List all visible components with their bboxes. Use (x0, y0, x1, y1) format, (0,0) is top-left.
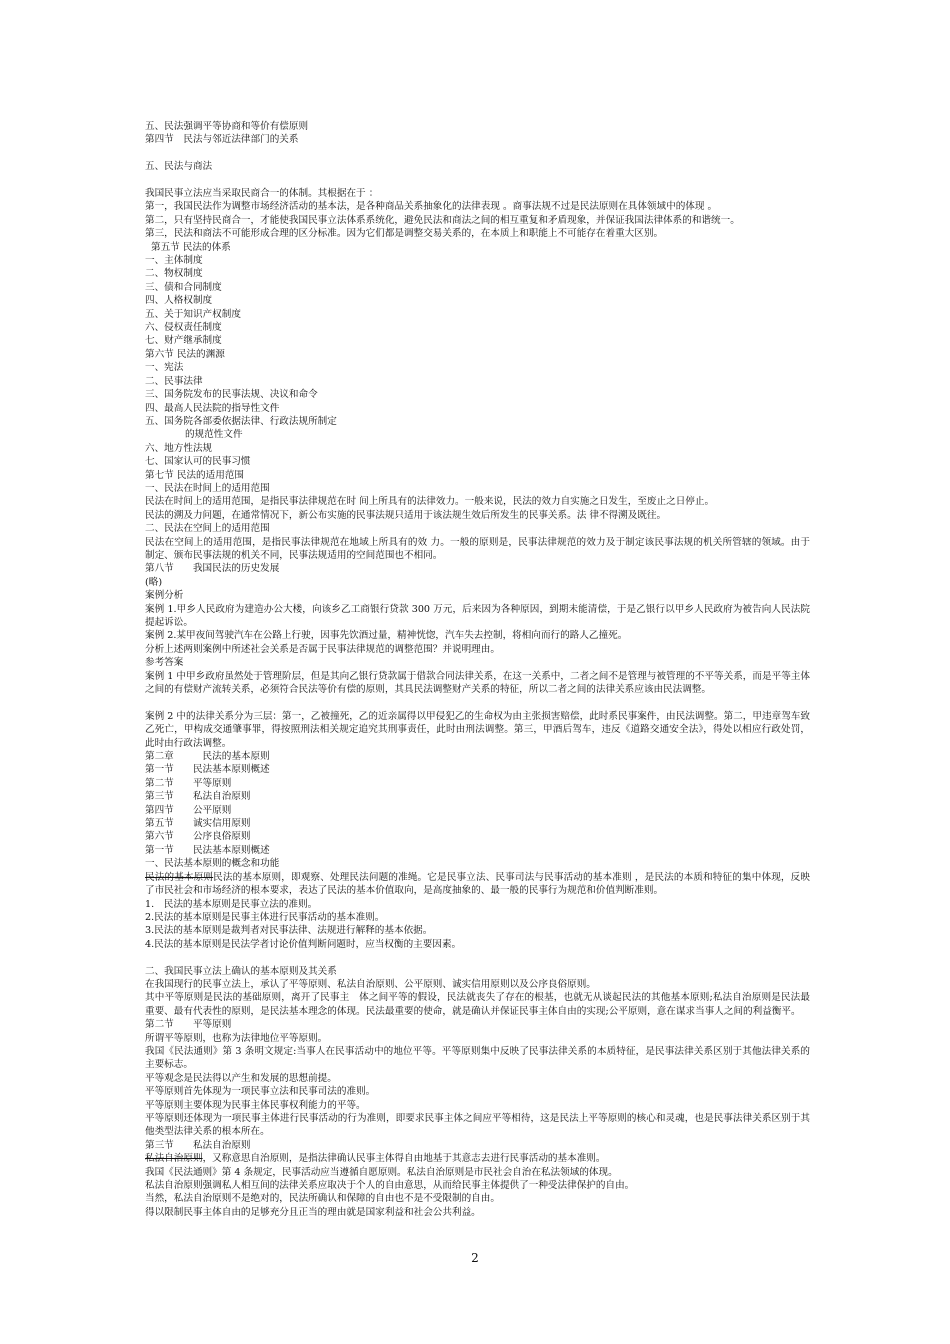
section-heading: 第三节 私法自治原则 (145, 1139, 251, 1151)
heading-line: 五、民法与商法 (145, 161, 213, 173)
list-item: 一、宪法 (145, 362, 184, 374)
list-item: 四、人格权制度 (145, 295, 213, 307)
section-heading: 第四节 民法与邻近法律部门的关系 (145, 134, 299, 146)
toc-item: 第四节 公平原则 (145, 804, 232, 816)
subheading: 一、民法在时间上的适用范围 (145, 482, 270, 494)
list-item: 五、关于知识产权制度 (145, 308, 241, 320)
toc-item: 第六节 公序良俗原则 (145, 831, 251, 843)
paragraph: 案例 1 中甲乡政府虽然处于管理阶层，但是其向乙银行贷款属于借款合同法律关系，在这一关系中，二者之间不是管理与被管理的不平等关系，而是平等主体之间的有偿财产流转关系，必须符合民法等价有偿的原则，其具民法调整财产关系的特征，所以二者之间的法律关系应该由民法调整。 (145, 670, 810, 696)
list-item: 七、财产继承制度 (145, 335, 222, 347)
section-heading: 第五节 民法的体系 (151, 241, 231, 253)
paragraph (145, 871, 810, 898)
list-item-continuation: 的规范性文件 (185, 429, 243, 441)
document-page (145, 120, 810, 1219)
list-item: 一、主体制度 (145, 255, 203, 267)
paragraph: 平等原则还体现为一项民事主体进行民事活动的行为准则，即要求民事主体之间应平等相待，这是民法上平等原则的核心和灵魂，也是民事法律关系区别于其他类型法律关系的根本所在。 (145, 1113, 810, 1138)
struck-text: 私法自治原则 (145, 1153, 203, 1165)
text-line (145, 1152, 810, 1165)
subheading: 参考答案 (145, 657, 184, 669)
blank-line (145, 696, 810, 709)
list-item: 五、国务院各部委依据法律、行政法规所制定 (145, 415, 337, 427)
list-item: 3.民法的基本原则是裁判者对民事法律、法规进行解释的基本依据。 (145, 925, 433, 937)
text-line: (略) (145, 576, 163, 588)
list-item: 2.民法的基本原则是民事主体进行民事活动的基本准则。 (145, 911, 385, 923)
text-line: 所谓平等原则，也称为法律地位平等原则。 (145, 1032, 328, 1044)
blank-line (145, 174, 810, 187)
subheading: 一、民法基本原则的概念和功能 (145, 858, 280, 870)
text-line: 私法自治原则强调私人相互间的法律关系应取决于个人的自由意思，从而给民事主体提供了一种受法律保护的自由。 (145, 1180, 635, 1192)
list-item: 三、国务院发布的民事法规、决议和命令 (145, 389, 318, 401)
chapter-heading: 第二章 民法的基本原则 (145, 751, 270, 763)
toc-item: 第五节 诚实信用原则 (145, 818, 251, 830)
list-item: 六、侵权责任制度 (145, 322, 222, 334)
paragraph-text: 民法的基本原则，即观察、处理民法问题的准绳。它是民事立法、民事司法与民事活动的基本准则 ，是民法的本质和特征的集中体现，反映了市民社会和市场经济的根本要求，表达了民法的基本价值取向，是高度抽象的、最一般的民事行为规范和价值判断准则。 (145, 871, 810, 897)
blank-line (145, 951, 810, 964)
section-heading: 第七节 民法的适用范围 (145, 469, 244, 481)
list-item: 1. 民法的基本原则是民事立法的准则。 (145, 898, 318, 910)
text-line: 第三，民法和商法不可能形成合理的区分标准。因为它们都是调整交易关系的，在本质上和职能上不可能存在着重大区别。 (145, 228, 664, 240)
subheading: 二、民法在空间上的适用范围 (145, 523, 270, 535)
struck-text: 民法的基本原则 (145, 871, 214, 883)
paragraph: 其中平等原则是民法的基础原则，离开了民事主 体之间平等的假设，民法就丧失了存在的根基，也就无从谈起民法的其他基本原则;私法自治原则是民法最重要、最有代表性的原则，是民法基本理念的体现。民法最重要的使命，就是确认并保证民事主体自由的实现;公平原则，意在谋求当事人之间的利益衡平。 (145, 992, 810, 1017)
section-heading: 第六节 民法的渊源 (145, 348, 225, 360)
subheading: 案例分析 (145, 590, 184, 602)
text-line: 分析上述两则案例中所述社会关系是否属于民事法律规范的调整范围？并说明理由。 (145, 643, 500, 655)
toc-item: 第三节 私法自治原则 (145, 791, 251, 803)
list-item: 二、物权制度 (145, 268, 203, 280)
paragraph: 案例 2 中的法律关系分为三层：第一，乙被撞死，乙的近亲属得以甲侵犯乙的生命权为由主张损害赔偿，此时系民事案件，由民法调整。第二，甲违章驾车致乙死亡，甲构成交通肇事罪，得按照刑法相关规定追究其刑事责任，此时由刑法调整。第三，甲酒后驾车，违反《道路交通安全法》，得处以相应行政处罚，此时由行政法调整。 (145, 710, 810, 749)
section-heading: 第一节 民法基本原则概述 (145, 844, 270, 856)
toc-item: 第二节 平等原则 (145, 777, 232, 789)
heading-line: 五、民法强调平等协商和等价有偿原则 (145, 121, 309, 132)
subheading: 二、我国民事立法上确认的基本原则及其关系 (145, 965, 337, 977)
toc-item: 第一节 民法基本原则概述 (145, 764, 270, 776)
list-item: 4.民法的基本原则是民法学者讨论价值判断问题时，应当权衡的主要因素。 (145, 938, 462, 950)
text-line: 平等原则首先体现为一项民事立法和民事司法的准则。 (145, 1086, 376, 1098)
text-line: 在我国现行的民事立法上，承认了平等原则、私法自治原则、公平原则、诚实信用原则以及公序良俗原则。 (145, 978, 596, 990)
text-line: 当然，私法自治原则不是绝对的，民法所确认和保障的自由也不是不受限制的自由。 (145, 1193, 500, 1205)
text-line: 得以限制民事主体自由的足够充分且正当的理由就是国家利益和社会公共利益。 (145, 1206, 481, 1218)
text-line: 我国民事立法应当采取民商合一的体制。其根据在于 ： (145, 188, 379, 199)
line-text: ，又称意思自治原则，是指法律确认民事主体得自由地基于其意志去进行民事活动的基本准则。 (202, 1153, 606, 1165)
paragraph: 我国《民法通则》第 3 条明文规定:当事人在民事活动中的地位平等。平等原则集中反映了民事法律关系的本质特征，是民事法律关系区别于其他法律关系的主要标志。 (145, 1045, 810, 1071)
paragraph: 案例 1.甲乡人民政府为建造办公大楼，向该乡乙工商银行贷款 300 万元，后来因为各种原因，到期未能清偿，于是乙银行以甲乡人民政府为被告向人民法院提起诉讼。 (145, 603, 810, 628)
text-line: 平等原则主要体现为民事主体民事权利能力的平等。 (145, 1099, 366, 1111)
text-line: 平等观念是民法得以产生和发展的思想前提。 (145, 1072, 337, 1084)
text-line: 我国《民法通则》第 4 条规定，民事活动应当遵循自愿原则。私法自治原则是市民社会自治在私法领域的体现。 (145, 1166, 618, 1178)
text-line: 民法的溯及力问题，在通常情况下，新公布实施的民事法规只适用于该法规生效后所发生的民事关系。法 律不得溯及既往。 (145, 509, 667, 521)
blank-line (145, 147, 810, 160)
text-line: 第二，只有坚持民商合一，才能使我国民事立法体系系统化，避免民法和商法之间的相互重复和矛盾现象，并保证我国法律体系的和谐统一。 (145, 214, 740, 226)
list-item: 四、最高人民法院的指导性文件 (145, 402, 280, 414)
paragraph: 民法在空间上的适用范围，是指民事法律规范在地域上所具有的效 力。一般的原则是，民事法律规范的效力及于制定该民事法规的机关所管辖的领域。由于制定、颁布民事法规的机关不同，民事法规适用的空间范围也不相同。 (145, 536, 810, 561)
list-item: 七、国家认可的民事习惯 (145, 456, 251, 468)
text-line: 案例 2.某甲夜间驾驶汽车在公路上行驶，因事先饮酒过量，精神恍惚，汽车失去控制，将相向而行的路人乙撞死。 (145, 630, 628, 642)
text-line: 第一，我国民法作为调整市场经济活动的基本法，是各种商品关系抽象化的法律表现 。商事法规不过是民法原则在具体领域中的体现 。 (145, 201, 718, 213)
section-heading: 第八节 我国民法的历史发展 (145, 563, 280, 575)
section-heading: 第二节 平等原则 (145, 1019, 232, 1031)
page-number: 2 (471, 1251, 479, 1265)
list-item: 三、债和合同制度 (145, 281, 222, 293)
text-line: 民法在时间上的适用范围，是指民事法律规范在时 间上所具有的法律效力。一般来说，民法的效力自实施之日发生，至废止之日停止。 (145, 496, 715, 508)
list-item: 六、地方性法规 (145, 442, 213, 454)
list-item: 二、民事法律 (145, 375, 203, 387)
